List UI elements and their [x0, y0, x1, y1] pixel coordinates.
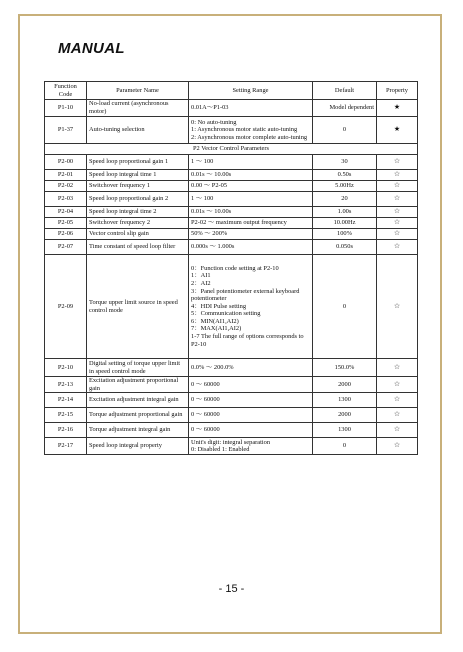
function-code: P2-02	[45, 181, 87, 192]
parameter-name: Torque adjustment integral gain	[87, 423, 189, 438]
property-icon: ☆	[377, 181, 418, 192]
column-header: Parameter Name	[87, 82, 189, 100]
column-header: Property	[377, 82, 418, 100]
default-value: 10.00Hz	[313, 218, 377, 229]
table-row	[45, 192, 418, 207]
function-code: P2-06	[45, 229, 87, 240]
column-header: Default	[313, 82, 377, 100]
default-value: 1300	[313, 423, 377, 438]
default-value: 0	[313, 255, 377, 359]
parameter-table	[44, 81, 418, 455]
property-icon: ☆	[377, 207, 418, 218]
default-value: 5.00Hz	[313, 181, 377, 192]
parameter-name: Speed loop integral time 2	[87, 207, 189, 218]
parameter-name: Torque adjustment proportional gain	[87, 408, 189, 423]
page-title: MANUAL	[58, 40, 125, 57]
function-code: P2-10	[45, 359, 87, 377]
property-icon: ☆	[377, 255, 418, 359]
function-code: P2-09	[45, 255, 87, 359]
setting-range: Unit's digit: integral separation 0: Disabled 1: Enabled	[189, 438, 313, 455]
default-value: 100%	[313, 229, 377, 240]
table-row	[45, 155, 418, 170]
function-code: P2-16	[45, 423, 87, 438]
default-value: 20	[313, 192, 377, 207]
default-value: 150.0%	[313, 359, 377, 377]
parameter-name: Switchover frequency 1	[87, 181, 189, 192]
table-row	[45, 240, 418, 255]
parameter-name: Vector control slip gain	[87, 229, 189, 240]
table-row	[45, 377, 418, 393]
property-icon: ☆	[377, 218, 418, 229]
parameter-name: Excitation adjustment proportional gain	[87, 377, 189, 393]
function-code: P1-37	[45, 117, 87, 144]
parameter-name: Speed loop proportional gain 2	[87, 192, 189, 207]
parameter-name: Speed loop integral property	[87, 438, 189, 455]
default-value: 0	[313, 117, 377, 144]
table-row	[45, 207, 418, 218]
table-row	[45, 117, 418, 144]
parameter-name: Digital setting of torque upper limit in speed control mode	[87, 359, 189, 377]
setting-range: 0.01s ～ 10.00s	[189, 207, 313, 218]
function-code: P2-15	[45, 408, 87, 423]
setting-range: 0.000s ～ 1.000s	[189, 240, 313, 255]
property-icon: ☆	[377, 229, 418, 240]
property-icon: ☆	[377, 408, 418, 423]
property-icon: ☆	[377, 438, 418, 455]
table-row	[45, 229, 418, 240]
parameter-name: No-load current (asynchronous motor)	[87, 100, 189, 117]
parameter-name: Speed loop proportional gain 1	[87, 155, 189, 170]
setting-range: 50% ～ 200%	[189, 229, 313, 240]
parameter-name: Switchover frequency 2	[87, 218, 189, 229]
table-row	[45, 218, 418, 229]
column-header: Setting Range	[189, 82, 313, 100]
table-header-row	[45, 82, 418, 100]
table-row	[45, 438, 418, 455]
property-icon: ☆	[377, 192, 418, 207]
setting-range: 0 ～ 60000	[189, 408, 313, 423]
default-value: 0.050s	[313, 240, 377, 255]
default-value: 2000	[313, 377, 377, 393]
function-code: P2-14	[45, 393, 87, 408]
setting-range: 0.0% ～ 200.0%	[189, 359, 313, 377]
parameter-name: Speed loop integral time 1	[87, 170, 189, 181]
setting-range: 1 ～ 100	[189, 155, 313, 170]
setting-range: 0: No auto-tuning 1: Asynchronous motor static auto-tuning 2: Asynchronous motor complete auto-tuning	[189, 117, 313, 144]
property-icon: ★	[377, 117, 418, 144]
setting-range: 0 ～ 60000	[189, 377, 313, 393]
function-code: P2-00	[45, 155, 87, 170]
parameter-name: Torque upper limit source in speed control mode	[87, 255, 189, 359]
parameter-name: Excitation adjustment integral gain	[87, 393, 189, 408]
setting-range: 1 ～ 100	[189, 192, 313, 207]
setting-range: 0 ～ 60000	[189, 393, 313, 408]
default-value: Model dependent	[313, 100, 377, 117]
function-code: P2-17	[45, 438, 87, 455]
setting-range: 0.01A～P1-03	[189, 100, 313, 117]
section-header-row	[45, 144, 418, 155]
page-number: - 15 -	[218, 583, 245, 595]
table-row	[45, 423, 418, 438]
property-icon: ☆	[377, 240, 418, 255]
function-code: P2-05	[45, 218, 87, 229]
setting-range: 0.01s ～ 10.00s	[189, 170, 313, 181]
function-code: P2-03	[45, 192, 87, 207]
setting-range: 0 ～ 60000	[189, 423, 313, 438]
function-code: P1-10	[45, 100, 87, 117]
section-title: P2 Vector Control Parameters	[45, 144, 418, 155]
default-value: 1300	[313, 393, 377, 408]
setting-range: 0：Function code setting at P2-10 1：AI1 2：AI2 3：Panel potentiometer external keyboard potentiometer 4：HDI Pulse setting 5：Communication setting 6：MIN(AI1,AI2) 7：MAX(AI1,AI2) 1-7 The full range of options corresponds to P2-10	[189, 255, 313, 359]
setting-range: P2-02 ～ maximum output frequency	[189, 218, 313, 229]
parameter-name: Time constant of speed loop filter	[87, 240, 189, 255]
property-icon: ☆	[377, 359, 418, 377]
table-row	[45, 100, 418, 117]
table-row	[45, 408, 418, 423]
column-header: Function Code	[45, 82, 87, 100]
table-row	[45, 181, 418, 192]
default-value: 0.50s	[313, 170, 377, 181]
default-value: 1.00s	[313, 207, 377, 218]
property-icon: ☆	[377, 377, 418, 393]
function-code: P2-07	[45, 240, 87, 255]
table-row	[45, 170, 418, 181]
default-value: 0	[313, 438, 377, 455]
default-value: 30	[313, 155, 377, 170]
table-row	[45, 359, 418, 377]
property-icon: ☆	[377, 423, 418, 438]
property-icon: ☆	[377, 170, 418, 181]
table-row	[45, 255, 418, 359]
function-code: P2-13	[45, 377, 87, 393]
property-icon: ★	[377, 100, 418, 117]
property-icon: ☆	[377, 155, 418, 170]
setting-range: 0.00 ～ P2-05	[189, 181, 313, 192]
function-code: P2-01	[45, 170, 87, 181]
default-value: 2000	[313, 408, 377, 423]
parameter-name: Auto-tuning selection	[87, 117, 189, 144]
function-code: P2-04	[45, 207, 87, 218]
property-icon: ☆	[377, 393, 418, 408]
table-row	[45, 393, 418, 408]
